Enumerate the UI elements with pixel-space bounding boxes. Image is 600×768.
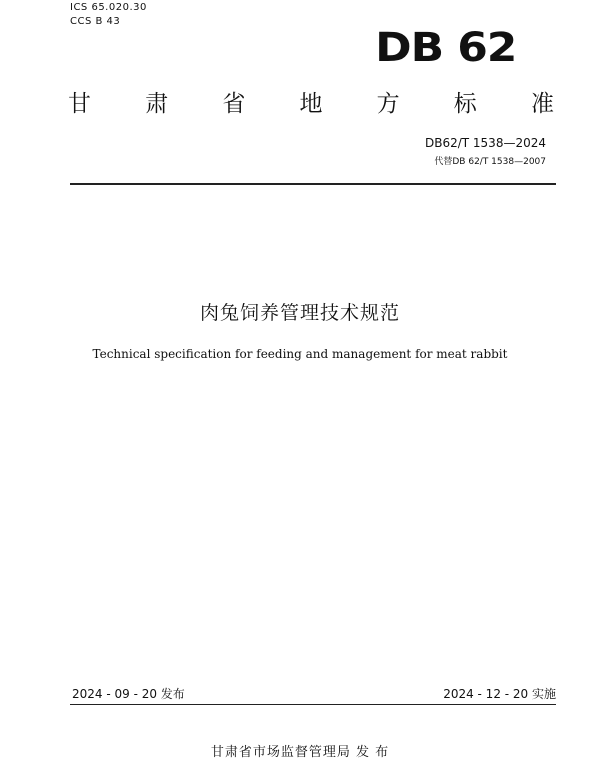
ccs-code: CCS B 43 bbox=[70, 16, 121, 27]
implement-date: 2024 - 12 - 20 实施 bbox=[443, 687, 556, 701]
standard-type-banner bbox=[68, 86, 554, 116]
issuing-authority: 甘肃省市场监督管理局 发 布 bbox=[210, 745, 390, 760]
banner-char: 省 bbox=[222, 90, 246, 117]
document-title-english: Technical specification for feeding and management for meat rabbit bbox=[92, 347, 508, 361]
db-logo: DB 62 bbox=[374, 25, 516, 71]
banner-char: 准 bbox=[530, 90, 554, 117]
header-divider bbox=[70, 183, 556, 185]
footer-divider bbox=[70, 704, 556, 705]
banner-char: 肃 bbox=[145, 90, 169, 117]
banner-char: 甘 bbox=[68, 90, 91, 117]
standard-code: DB62/T 1538—2024 bbox=[424, 136, 546, 150]
banner-char: 标 bbox=[453, 90, 477, 117]
issue-date: 2024 - 09 - 20 发布 bbox=[72, 687, 185, 701]
replaces-code: 代替DB 62/T 1538—2007 bbox=[434, 157, 546, 167]
ics-code: ICS 65.020.30 bbox=[70, 2, 147, 13]
banner-char: 地 bbox=[299, 90, 323, 117]
document-title-chinese: 肉兔饲养管理技术规范 bbox=[199, 302, 400, 324]
banner-char: 方 bbox=[376, 90, 400, 117]
